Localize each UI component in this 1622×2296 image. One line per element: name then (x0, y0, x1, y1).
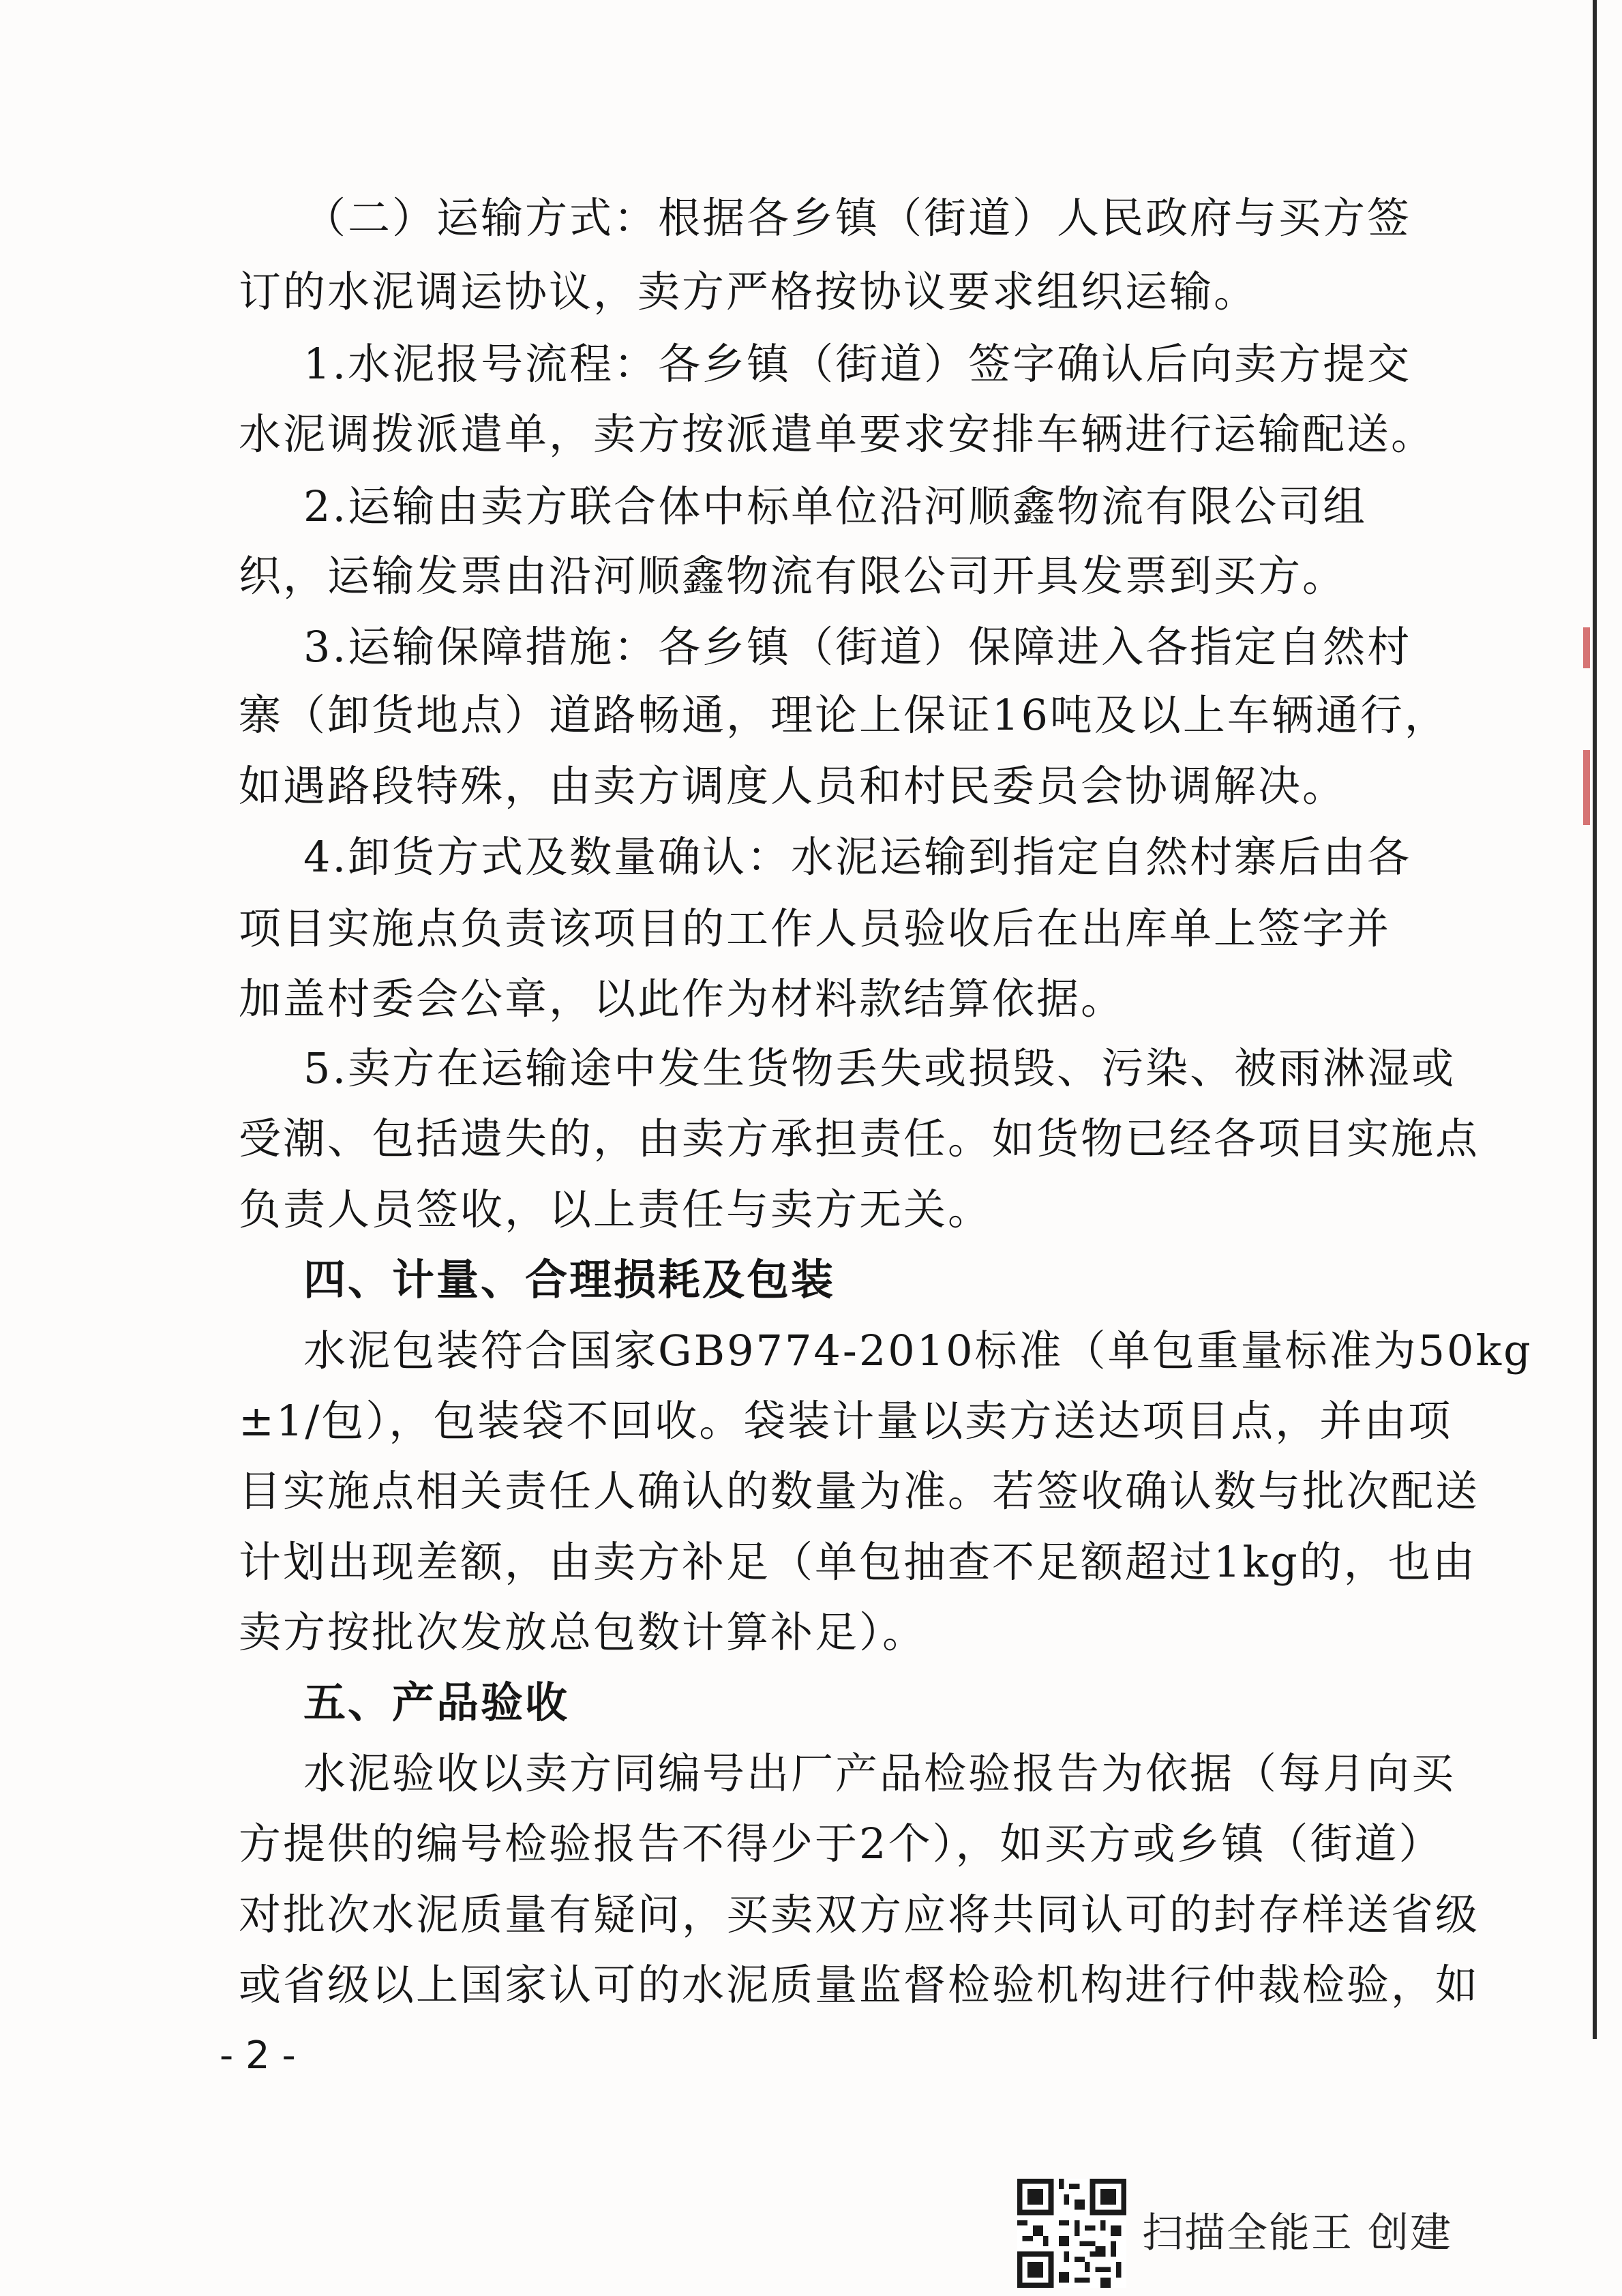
edge-stamp-mark (1583, 750, 1590, 825)
paragraph-line: 对批次水泥质量有疑问，买卖双方应将共同认可的封存样送省级 (239, 1890, 1480, 1939)
section-heading-acceptance: 五、产品验收 (303, 1678, 570, 1727)
paragraph-transport-heading: （二）运输方式：根据各乡镇（街道）人民政府与买方签 (303, 193, 1412, 243)
paragraph-item-4: 4.卸货方式及数量确认：水泥运输到指定自然村寨后由各 (303, 832, 1412, 882)
paragraph-line: 项目实施点负责该项目的工作人员验收后在出库单上签字并 (239, 904, 1392, 953)
paragraph-line: 水泥调拨派遣单，卖方按派遣单要求安排车辆进行运输配送。 (239, 409, 1436, 459)
paragraph-item-1: 1.水泥报号流程：各乡镇（街道）签字确认后向卖方提交 (303, 339, 1412, 389)
paragraph-line: 织，运输发票由沿河顺鑫物流有限公司开具发票到买方。 (239, 551, 1347, 601)
paragraph-line: 受潮、包括遗失的，由卖方承担责任。如货物已经各项目实施点 (239, 1114, 1480, 1163)
paragraph-line: ±1/包），包装袋不回收。袋装计量以卖方送达项目点，并由项 (239, 1396, 1453, 1446)
paragraph-line: 计划出现差额，由卖方补足（单包抽查不足额超过1kg的，也由 (239, 1537, 1477, 1587)
paragraph-item-3: 3.运输保障措施：各乡镇（街道）保障进入各指定自然村 (303, 622, 1412, 672)
paragraph-item-2: 2.运输由卖方联合体中标单位沿河顺鑫物流有限公司组 (303, 481, 1368, 531)
qr-code-icon (1017, 2179, 1126, 2288)
paragraph-line: 方提供的编号检验报告不得少于2个），如买方或乡镇（街道） (239, 1819, 1443, 1868)
paragraph-line: 加盖村委会公章，以此作为材料款结算依据。 (239, 974, 1126, 1024)
paragraph-line: 目实施点相关责任人确认的数量为准。若签收确认数与批次配送 (239, 1466, 1480, 1516)
paragraph-line: 或省级以上国家认可的水泥质量监督检验机构进行仲裁检验，如 (239, 1960, 1480, 2010)
paragraph-packaging: 水泥包装符合国家GB9774-2010标准（单包重量标准为50kg (303, 1326, 1533, 1375)
paragraph-acceptance: 水泥验收以卖方同编号出厂产品检验报告为依据（每月向买 (303, 1748, 1456, 1798)
paragraph-line: 订的水泥调运协议，卖方严格按协议要求组织运输。 (239, 267, 1259, 316)
paragraph-line: 卖方按批次发放总包数计算补足）。 (239, 1607, 927, 1657)
page-number: - 2 - (220, 2033, 296, 2078)
paragraph-line: 负责人员签收，以上责任与卖方无关。 (239, 1184, 993, 1234)
paragraph-line: 如遇路段特殊，由卖方调度人员和村民委员会协调解决。 (239, 761, 1347, 811)
scanner-watermark-text: 扫描全能王 创建 (1142, 2209, 1453, 2257)
paragraph-item-5: 5.卖方在运输途中发生货物丢失或损毁、污染、被雨淋湿或 (303, 1043, 1456, 1093)
paragraph-line: 寨（卸货地点）道路畅通，理论上保证16吨及以上车辆通行， (239, 690, 1449, 740)
edge-stamp-mark (1583, 627, 1590, 668)
scan-edge (1593, 0, 1597, 2039)
section-heading-measurement: 四、计量、合理损耗及包装 (303, 1255, 836, 1304)
